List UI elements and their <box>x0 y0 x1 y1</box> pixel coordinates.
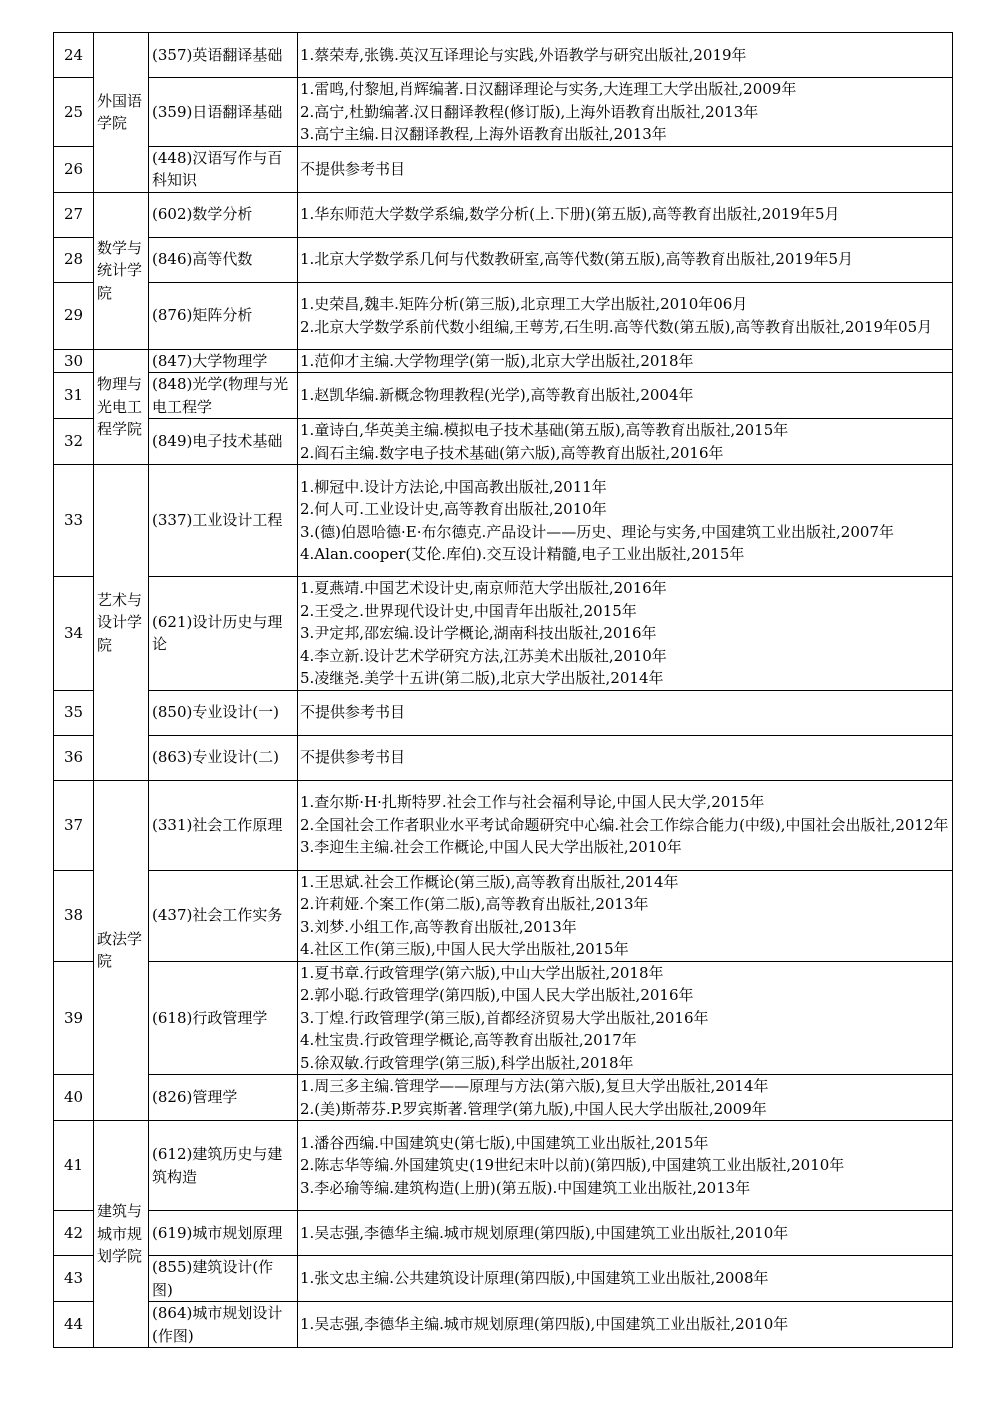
table-row <box>54 1302 953 1348</box>
row-number: 43 <box>54 1256 94 1302</box>
course-cell: (619)城市规划原理 <box>149 1211 298 1256</box>
table-row <box>54 1211 953 1256</box>
table-row <box>54 577 953 691</box>
reference-book-entry: 3.李必瑜等编.建筑构造(上册)(第五版).中国建筑工业出版社,2013年 <box>300 1178 751 1197</box>
reference-books-cell <box>298 465 953 577</box>
reference-book-entry: 1.张文忠主编.公共建筑设计原理(第四版),中国建筑工业出版社,2008年 <box>300 1269 769 1288</box>
row-number: 25 <box>54 78 94 147</box>
table-row <box>54 870 953 961</box>
course-cell: (618)行政管理学 <box>149 961 298 1075</box>
reference-book-entry: 2.北京大学数学系前代数小组编,王萼芳,石生明.高等代数(第五版),高等教育出版社,2019年05月 <box>300 317 933 336</box>
course-cell: (850)专业设计(一) <box>149 690 298 735</box>
reference-book-entry: 2.全国社会工作者职业水平考试命题研究中心编.社会工作综合能力(中级),中国社会出版社,2012年 <box>300 815 949 834</box>
table-row <box>54 780 953 870</box>
course-cell: (826)管理学 <box>149 1075 298 1121</box>
reference-book-entry: 2.郭小聪.行政管理学(第四版),中国人民大学出版社,2016年 <box>300 986 694 1004</box>
table-row <box>54 690 953 735</box>
reference-books-cell <box>298 78 953 147</box>
reference-books-cell <box>298 870 953 961</box>
table-row <box>54 735 953 780</box>
reference-books-cell <box>298 1121 953 1211</box>
reference-books-cell <box>298 1256 953 1302</box>
reference-book-entry: 2.陈志华等编.外国建筑史(19世纪末叶以前)(第四版),中国建筑工业出版社,2010年 <box>300 1156 845 1175</box>
course-cell: (359)日语翻译基础 <box>149 78 298 147</box>
reference-book-entry: 3.高宁主编.日汉翻译教程,上海外语教育出版社,2013年 <box>300 125 667 143</box>
reference-book-entry: 3.李迎生主编.社会工作概论,中国人民大学出版社,2010年 <box>300 838 682 857</box>
department-cell: 物理与光电工程学院 <box>94 349 149 465</box>
row-number: 39 <box>54 961 94 1075</box>
course-cell: (331)社会工作原理 <box>149 780 298 870</box>
table-row <box>54 33 953 78</box>
table-row <box>54 1075 953 1121</box>
course-cell: (448)汉语写作与百科知识 <box>149 146 298 192</box>
course-cell: (847)大学物理学 <box>149 349 298 373</box>
table-row <box>54 373 953 419</box>
row-number: 37 <box>54 780 94 870</box>
row-number: 27 <box>54 192 94 237</box>
department-cell: 艺术与设计学院 <box>94 465 149 781</box>
row-number: 34 <box>54 577 94 691</box>
course-cell: (612)建筑历史与建筑构造 <box>149 1121 298 1211</box>
reference-book-entry: 1.蔡荣寿,张镌.英汉互译理论与实践,外语教学与研究出版社,2019年 <box>300 45 747 64</box>
table-row <box>54 192 953 237</box>
reference-book-entry: 1.周三多主编.管理学——原理与方法(第六版),复旦大学出版社,2014年 <box>300 1077 769 1095</box>
table-row <box>54 419 953 465</box>
reference-book-entry: 1.王思斌.社会工作概论(第三版),高等教育出版社,2014年 <box>300 872 679 891</box>
reference-book-entry: 1.潘谷西编.中国建筑史(第七版),中国建筑工业出版社,2015年 <box>300 1133 709 1152</box>
row-number: 29 <box>54 282 94 349</box>
reference-books-cell <box>298 1211 953 1256</box>
reference-book-entry: 2.王受之.世界现代设计史,中国青年出版社,2015年 <box>300 601 637 620</box>
row-number: 32 <box>54 419 94 465</box>
reference-book-entry: 1.范仰才主编.大学物理学(第一版),北京大学出版社,2018年 <box>300 351 694 370</box>
reference-book-entry: 4.Alan.cooper(艾伦.库伯).交互设计精髓,电子工业出版社,2015年 <box>300 545 745 563</box>
reference-books-cell <box>298 146 953 192</box>
reference-book-entry: 不提供参考书目 <box>300 748 406 767</box>
reference-book-entry: 1.童诗白,华英美主编.模拟电子技术基础(第五版),高等教育出版社,2015年 <box>300 421 789 439</box>
reference-book-entry: 2.何人可.工业设计史,高等教育出版社,2010年 <box>300 500 607 518</box>
reference-books-cell <box>298 282 953 349</box>
course-cell: (855)建筑设计(作图) <box>149 1256 298 1302</box>
reference-book-entry: 1.柳冠中.设计方法论,中国高教出版社,2011年 <box>300 477 607 496</box>
reference-book-entry: 2.(美)斯蒂芬.P.罗宾斯著.管理学(第九版),中国人民大学出版社,2009年 <box>300 1099 767 1118</box>
reference-book-entry: 1.夏燕靖.中国艺术设计史,南京师范大学出版社,2016年 <box>300 579 667 597</box>
reference-books-cell <box>298 577 953 691</box>
reference-book-entry: 3.丁煌.行政管理学(第三版),首都经济贸易大学出版社,2016年 <box>300 1008 709 1027</box>
reference-book-entry: 1.赵凯华编.新概念物理教程(光学),高等教育出版社,2004年 <box>300 386 694 405</box>
table-row <box>54 349 953 373</box>
reference-book-entry: 1.史荣昌,魏丰.矩阵分析(第三版),北京理工大学出版社,2010年06月 <box>300 295 748 313</box>
reference-book-entry: 3.尹定邦,邵宏编.设计学概论,湖南科技出版社,2016年 <box>300 624 657 642</box>
reference-book-entry: 4.杜宝贵.行政管理学概论,高等教育出版社,2017年 <box>300 1031 637 1049</box>
reference-books-cell <box>298 961 953 1075</box>
reference-books-cell <box>298 780 953 870</box>
reference-book-entry: 3.刘梦.小组工作,高等教育出版社,2013年 <box>300 917 577 936</box>
reference-book-entry: 4.李立新.设计艺术学研究方法,江苏美术出版社,2010年 <box>300 646 667 665</box>
department-cell: 政法学院 <box>94 780 149 1121</box>
reference-book-entry: 1.查尔斯·H·扎斯特罗.社会工作与社会福利导论,中国人民大学,2015年 <box>300 793 765 812</box>
reference-book-entry: 1.吴志强,李德华主编.城市规划原理(第四版),中国建筑工业出版社,2010年 <box>300 1223 789 1242</box>
course-cell: (357)英语翻译基础 <box>149 33 298 78</box>
course-cell: (337)工业设计工程 <box>149 465 298 577</box>
reference-book-entry: 不提供参考书目 <box>300 159 406 178</box>
department-cell: 数学与统计学院 <box>94 192 149 349</box>
reference-books-cell <box>298 735 953 780</box>
course-cell: (863)专业设计(二) <box>149 735 298 780</box>
table-row <box>54 78 953 147</box>
table-row <box>54 237 953 282</box>
table-row <box>54 282 953 349</box>
row-number: 28 <box>54 237 94 282</box>
reference-books-cell <box>298 237 953 282</box>
reference-book-entry: 3.(德)伯恩哈德·E·布尔德克.产品设计——历史、理论与实务,中国建筑工业出版社,2007年 <box>300 522 894 541</box>
reference-book-entry: 1.雷鸣,付黎旭,肖辉编著.日汉翻译理论与实务,大连理工大学出版社,2009年 <box>300 80 797 98</box>
course-cell: (621)设计历史与理论 <box>149 577 298 691</box>
course-cell: (876)矩阵分析 <box>149 282 298 349</box>
row-number: 38 <box>54 870 94 961</box>
table-row <box>54 1256 953 1302</box>
row-number: 33 <box>54 465 94 577</box>
row-number: 42 <box>54 1211 94 1256</box>
reference-book-entry: 4.社区工作(第三版),中国人民大学出版社,2015年 <box>300 940 629 958</box>
reference-books-cell <box>298 33 953 78</box>
row-number: 44 <box>54 1302 94 1348</box>
reference-book-entry: 1.华东师范大学数学系编,数学分析(上.下册)(第五版),高等教育出版社,2019年5月 <box>300 205 840 224</box>
row-number: 35 <box>54 690 94 735</box>
reference-book-table <box>53 32 953 1348</box>
department-cell: 建筑与城市规划学院 <box>94 1121 149 1348</box>
reference-books-cell <box>298 690 953 735</box>
reference-books-cell <box>298 373 953 419</box>
reference-book-entry: 2.高宁,杜勤编著.汉日翻译教程(修订版),上海外语教育出版社,2013年 <box>300 102 759 121</box>
course-cell: (848)光学(物理与光电工程学 <box>149 373 298 419</box>
reference-book-entry: 2.阎石主编.数字电子技术基础(第六版),高等教育出版社,2016年 <box>300 443 724 462</box>
course-cell: (849)电子技术基础 <box>149 419 298 465</box>
table-row <box>54 961 953 1075</box>
reference-book-entry: 1.北京大学数学系几何与代数教研室,高等代数(第五版),高等教育出版社,2019年5月 <box>300 250 854 269</box>
reference-books-cell <box>298 192 953 237</box>
row-number: 40 <box>54 1075 94 1121</box>
row-number: 41 <box>54 1121 94 1211</box>
reference-books-cell <box>298 1075 953 1121</box>
row-number: 26 <box>54 146 94 192</box>
reference-book-entry: 1.吴志强,李德华主编.城市规划原理(第四版),中国建筑工业出版社,2010年 <box>300 1315 789 1334</box>
course-cell: (602)数学分析 <box>149 192 298 237</box>
course-cell: (864)城市规划设计(作图) <box>149 1302 298 1348</box>
row-number: 24 <box>54 33 94 78</box>
course-cell: (437)社会工作实务 <box>149 870 298 961</box>
reference-book-entry: 5.凌继尧.美学十五讲(第二版),北京大学出版社,2014年 <box>300 669 664 687</box>
reference-book-entry: 不提供参考书目 <box>300 703 406 722</box>
row-number: 31 <box>54 373 94 419</box>
reference-books-cell <box>298 419 953 465</box>
table-row <box>54 146 953 192</box>
department-cell: 外国语学院 <box>94 33 149 193</box>
reference-book-entry: 1.夏书章.行政管理学(第六版),中山大学出版社,2018年 <box>300 963 664 982</box>
course-cell: (846)高等代数 <box>149 237 298 282</box>
table-row <box>54 1121 953 1211</box>
reference-book-entry: 2.许莉娅.个案工作(第二版),高等教育出版社,2013年 <box>300 895 649 913</box>
row-number: 36 <box>54 735 94 780</box>
row-number: 30 <box>54 349 94 373</box>
table-row <box>54 465 953 577</box>
reference-books-cell <box>298 349 953 373</box>
reference-books-cell <box>298 1302 953 1348</box>
reference-book-entry: 5.徐双敏.行政管理学(第三版),科学出版社,2018年 <box>300 1053 634 1072</box>
